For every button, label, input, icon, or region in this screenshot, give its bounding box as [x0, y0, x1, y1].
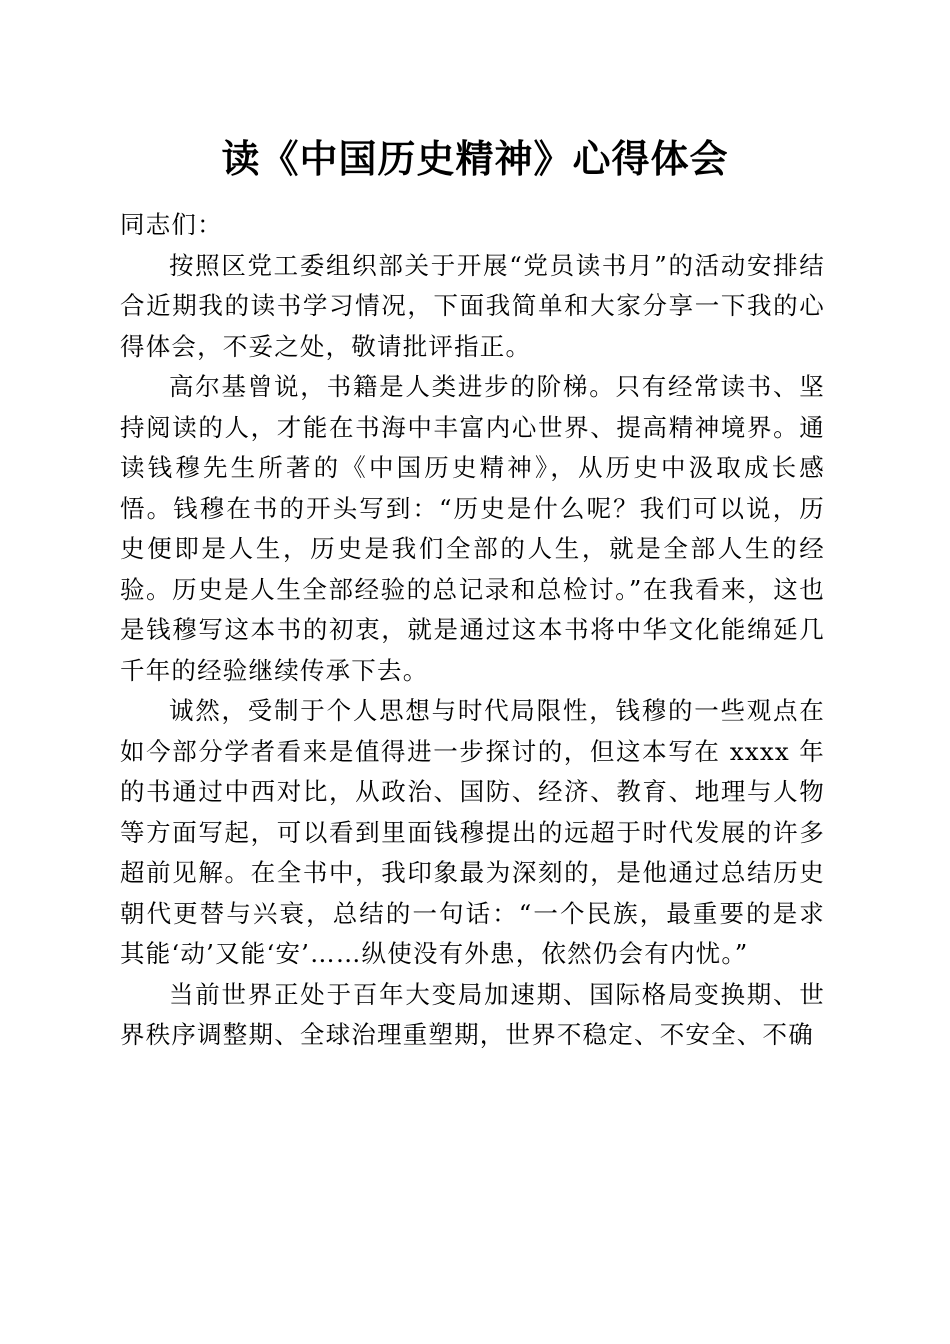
paragraph-4: 当前世界正处于百年大变局加速期、国际格局变换期、世界秩序调整期、全球治理重塑期，世界不稳定、不安全、不确: [120, 979, 825, 1049]
document-body: [120, 205, 825, 1056]
paragraph-3: 诚然，受制于个人思想与时代局限性，钱穆的一些观点在如今部分学者看来是值得进一步探讨的，但这本写在 xxxx 年的书通过中西对比，从政治、国防、经济、教育、地理与人物等方面写起，可以看到里面钱穆提出的远超于时代发展的许多超前见解。在全书中，我印象最为深刻的，是他通过总结历史朝代更替与兴衰，总结的一句话：“一个民族，最重要的是求其能‘动’又能‘安’……纵使没有外患，依然仍会有内忧。”: [120, 696, 825, 968]
paragraph-2: 高尔基曾说，书籍是人类进步的阶梯。只有经常读书、坚持阅读的人，才能在书海中丰富内心世界、提高精神境界。通读钱穆先生所著的《中国历史精神》，从历史中汲取成长感悟。钱穆在书的开头写到：“历史是什么呢？我们可以说，历史便即是人生，历史是我们全部的人生，就是全部人生的经验。历史是人生全部经验的总记录和总检讨。”在我看来，这也是钱穆写这本书的初衷，就是通过这本书将中华文化能绵延几千年的经验继续传承下去。: [120, 372, 825, 685]
salutation: 同志们：: [120, 210, 223, 239]
document-title: 读《中国历史精神》心得体会: [221, 136, 729, 181]
paragraph-1: 按照区党工委组织部关于开展“党员读书月”的活动安排结合近期我的读书学习情况，下面我简单和大家分享一下我的心得体会，不妥之处，敬请批评指正。: [120, 250, 825, 361]
